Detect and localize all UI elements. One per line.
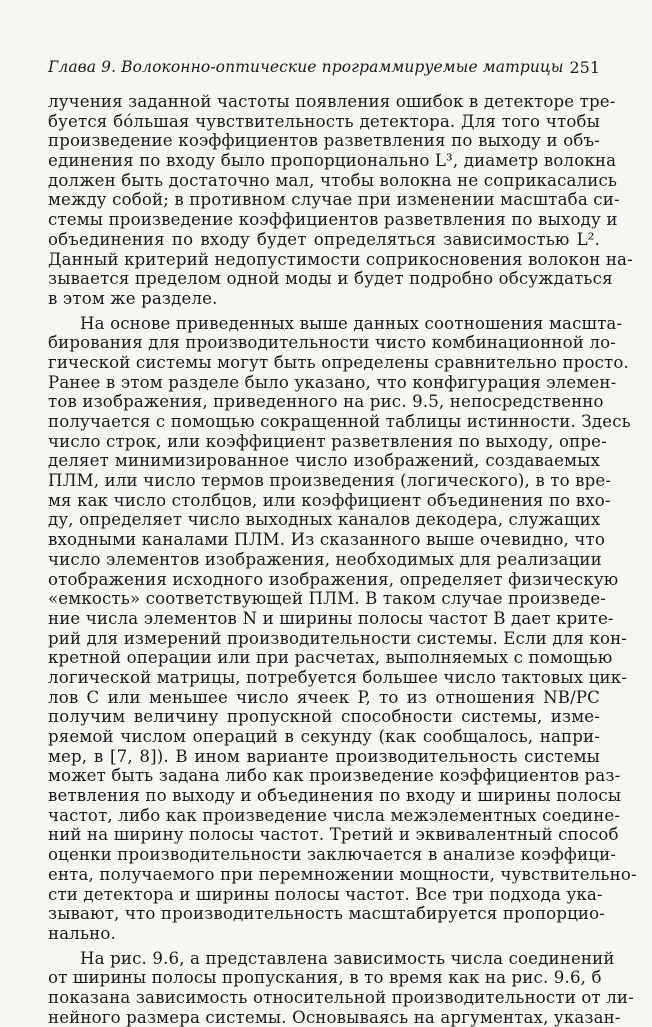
text-line: лов C или меньшее число ячеек P, то из отношения NB/PC [48, 687, 600, 707]
text-line: число элементов изображения, необходимых для реализации [48, 549, 602, 569]
text-line: показана зависимость относительной производительности от ли- [48, 987, 634, 1007]
paragraph [48, 313, 637, 944]
text-line: бирования для производительности чисто комбинационной ло- [48, 333, 616, 353]
text-line: ветвления по выходу и объединения по входу и ширины полосы [48, 786, 622, 806]
text-line: произведение коэффициентов разветвления по выходу и объ- [48, 131, 600, 151]
page-body [48, 92, 637, 1027]
text-line: число строк, или коэффициент разветвления по выходу, опре- [48, 431, 607, 451]
paragraph [48, 92, 633, 309]
text-line: лучения заданной частоты появления ошибок в детекторе тре- [48, 92, 616, 111]
text-line: гической системы могут быть определены сравнительно просто. [48, 352, 629, 372]
text-line: нально. [48, 923, 116, 943]
text-line: Ранее в этом разделе было указано, что конфигурация элемен- [48, 372, 617, 392]
text-line: ряемой числом операций в секунду (как сообщалось, напри- [48, 727, 600, 746]
text-line: зывают, что производительность масштабируется пропорцио- [48, 904, 606, 924]
text-line: мя как число столбцов, или коэффициент объединения по вхо- [48, 490, 611, 510]
text-line: ду, определяет число выходных каналов декодера, служащих [48, 510, 601, 530]
text-line: между собой; в противном случае при изменении масштаба си- [48, 190, 620, 210]
text-line: от ширины полосы пропускания, в то время как на рис. 9.6, б [48, 968, 602, 988]
text-line: деляет минимизированное число изображений, создаваемых [48, 451, 600, 471]
text-line: «емкость» соответствующей ПЛМ. В таком случае произведе- [48, 589, 607, 609]
running-title: Глава 9. Волоконно-оптические программируемые матрицы [48, 58, 564, 76]
text-line: получим величину пропускной способности системы, изме- [48, 707, 600, 727]
text-line: буется бо́льшая чувствительность детектора. Для того чтобы [48, 111, 600, 131]
text-line: рий для измерений производительности системы. Если для кон- [48, 628, 628, 648]
text-line: отображения исходного изображения, определяет физическую [48, 569, 619, 589]
paragraph [48, 948, 634, 1027]
text-line: мер, в [7, 8]). В ином варианте производительность системы [48, 746, 600, 766]
text-line: единения по входу было пропорционально L³, диаметр волокна [48, 151, 617, 171]
text-line: Данный критерий недопустимости соприкосновения волокон на- [48, 249, 633, 269]
text-line: может быть задана либо как произведение коэффициентов раз- [48, 766, 621, 786]
text-line: входными каналами ПЛМ. Из сказанного выше очевидно, что [48, 530, 605, 550]
text-line: ний на ширину полосы частот. Третий и эквивалентный способ [48, 825, 619, 845]
text-line: логической матрицы, потребуется большее число тактовых цик- [48, 667, 628, 687]
text-line: кретной операции или при расчетах, выполняемых с помощью [48, 648, 613, 668]
text-line: ПЛМ, или число термов произведения (логического), в то вре- [48, 471, 612, 491]
text-line: На рис. 9.6, а представлена зависимость числа соединений [80, 948, 615, 968]
text-line: объединения по входу будет определяться зависимостью L². [48, 229, 600, 249]
text-line: стемы произведение коэффициентов разветвления по выходу и [48, 210, 618, 230]
text-line: сти детектора и ширины полосы частот. Все три подхода ука- [48, 884, 603, 904]
text-line: должен быть достаточно мал, чтобы волокна не соприкасались [48, 170, 618, 190]
text-line: зывается пределом одной моды и будет подробно обсуждаться [48, 269, 613, 289]
text-line: оценки производительности заключается в анализе коэффици- [48, 845, 617, 865]
page-header [48, 58, 600, 82]
text-line: тов изображения, приведенного на рис. 9.5, непосредственно [48, 392, 604, 412]
text-line: в этом же разделе. [48, 288, 218, 308]
text-line: частот, либо как произведение числа межэлементных соедине- [48, 805, 621, 825]
page-number: 251 [569, 58, 600, 77]
text-line: получается с помощью сокращенной таблицы истинности. Здесь [48, 412, 631, 431]
text-line: нейного размера системы. Основываясь на аргументах, указан- [48, 1007, 621, 1027]
text-line: На основе приведенных выше данных соотношения масшта- [80, 313, 623, 333]
text-line: ние числа элементов N и ширины полосы частот B дает крите- [48, 608, 614, 628]
text-line: ента, получаемого при перемножении мощности, чувствительно- [48, 864, 637, 884]
